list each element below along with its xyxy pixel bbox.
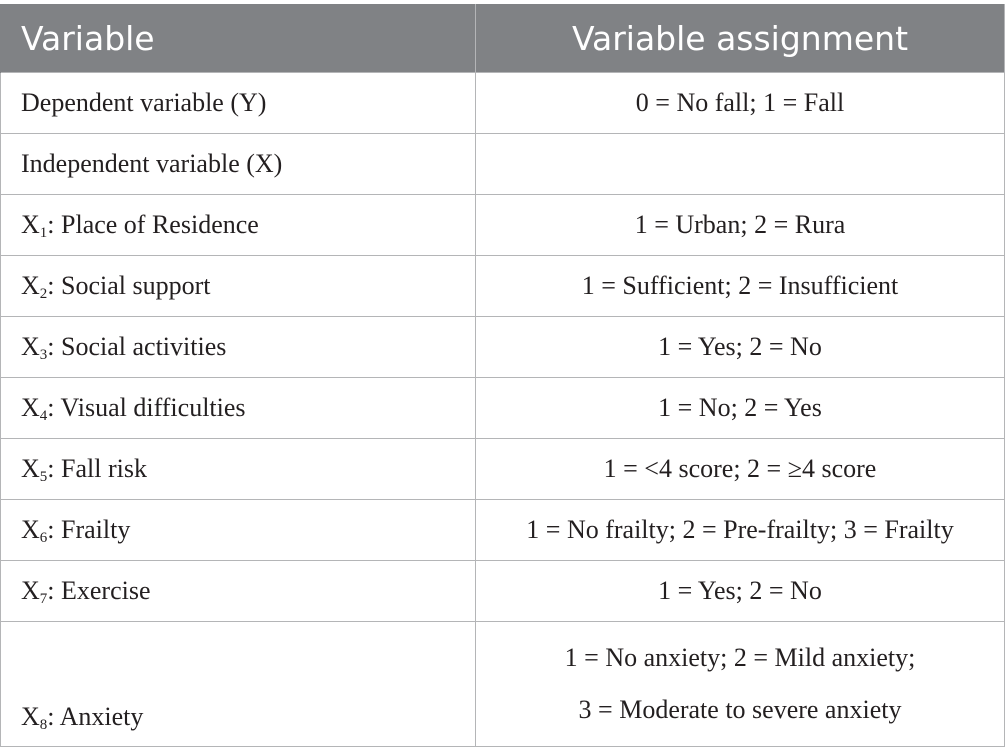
assignment-cell [476, 622, 1005, 747]
variable-cell [1, 561, 476, 622]
variable-symbol: X [21, 454, 40, 483]
variable-cell [1, 134, 476, 195]
variable-cell [1, 439, 476, 500]
variable-cell [1, 622, 476, 747]
variable-symbol: X [21, 210, 40, 239]
variable-cell [1, 195, 476, 256]
header-variable: Variable [1, 4, 476, 73]
table-row [1, 73, 1005, 134]
variable-subscript: 8 [39, 717, 48, 733]
variable-name: : Place of Residence [47, 210, 259, 239]
assignment-cell: 1 = Yes; 2 = No [476, 561, 1005, 622]
assignment-cell: 0 = No fall; 1 = Fall [476, 73, 1005, 134]
assignment-cell: 1 = <4 score; 2 = ≥4 score [476, 439, 1005, 500]
variable-name: : Exercise [47, 576, 151, 605]
variable-subscript: 4 [39, 408, 48, 424]
variable-cell [1, 500, 476, 561]
assignment-cell: 1 = No frailty; 2 = Pre-frailty; 3 = Frailty [476, 500, 1005, 561]
variable-symbol: X [21, 393, 40, 422]
assignment-cell: 1 = No; 2 = Yes [476, 378, 1005, 439]
variable-subscript: 1 [39, 225, 48, 241]
table-row [1, 622, 1005, 747]
table-row [1, 561, 1005, 622]
variable-subscript: 7 [39, 591, 48, 607]
variable-name: : Frailty [47, 515, 131, 544]
table-row [1, 378, 1005, 439]
table-row [1, 439, 1005, 500]
variable-symbol: X [21, 271, 40, 300]
variable-symbol: X [21, 702, 40, 731]
variable-subscript: 5 [39, 469, 48, 485]
variable-subscript: 2 [39, 286, 48, 302]
table-header-row [1, 4, 1005, 73]
variable-name: : Social support [47, 271, 211, 300]
table-row [1, 317, 1005, 378]
variable-assignment-table [0, 4, 1005, 747]
assignment-line: 1 = No anxiety; 2 = Mild anxiety; [564, 643, 916, 672]
variable-symbol: X [21, 576, 40, 605]
variable-name: : Visual difficulties [47, 393, 246, 422]
variable-name: : Social activities [47, 332, 227, 361]
variable-name: Dependent variable (Y) [21, 88, 267, 117]
variable-cell [1, 317, 476, 378]
variable-name: : Fall risk [47, 454, 147, 483]
assignment-cell: 1 = Urban; 2 = Rura [476, 195, 1005, 256]
variable-name: : Anxiety [47, 702, 144, 731]
variable-cell [1, 256, 476, 317]
assignment-cell [476, 134, 1005, 195]
assignment-cell: 1 = Yes; 2 = No [476, 317, 1005, 378]
header-variable-assignment: Variable assignment [476, 4, 1005, 73]
variable-symbol: X [21, 332, 40, 361]
variable-subscript: 6 [39, 530, 48, 546]
variable-subscript: 3 [39, 347, 48, 363]
table-row [1, 256, 1005, 317]
variable-name: Independent variable (X) [21, 149, 283, 178]
variable-cell [1, 73, 476, 134]
assignment-cell: 1 = Sufficient; 2 = Insufficient [476, 256, 1005, 317]
assignment-line: 3 = Moderate to severe anxiety [578, 695, 902, 724]
variable-symbol: X [21, 515, 40, 544]
table-row [1, 134, 1005, 195]
table-row [1, 195, 1005, 256]
variable-cell [1, 378, 476, 439]
table-row [1, 500, 1005, 561]
